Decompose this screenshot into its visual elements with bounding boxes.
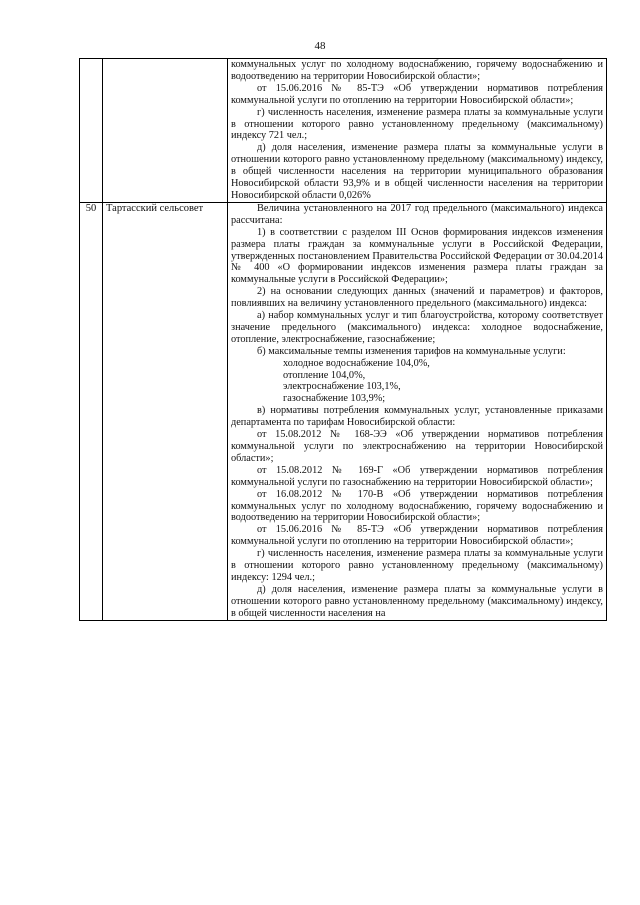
paragraph: д) доля населения, изменение размера платы за коммунальные услуги в отношении которого равно установленному предельному (максимальному) индексу, в общей численности населения на территории муниципального образования Новосибирской области 93,9% и в общей численности населения на территории Новосибирской области 0,026% [231, 142, 603, 201]
document-table [79, 58, 607, 621]
paragraph: от 15.08.2012 № 168-ЭЭ «Об утверждении нормативов потребления коммунальной услуги по электроснабжению на территории Новосибирской области»; [231, 429, 603, 464]
paragraph: от 15.08.2012 № 169-Г «Об утверждении нормативов потребления коммунальной услуги по газоснабжению на территории Новосибирской области»; [231, 464, 603, 488]
paragraph: г) численность населения, изменение размера платы за коммунальные услуги в отношении которого равно установленному предельному (максимальному) индексу 721 чел.; [231, 106, 603, 142]
paragraph: а) набор коммунальных услуг и тип благоустройства, которому соответствует значение предельного (максимального) индекса: холодное водоснабжение, отопление, электроснабжение, газоснабжение; [231, 310, 603, 345]
paragraph: холодное водоснабжение 104,0%, [283, 357, 430, 369]
page-number: 48 [314, 40, 326, 52]
paragraph: Величина установленного на 2017 год предельного (максимального) индекса рассчитана: [231, 202, 603, 226]
row-description [228, 202, 607, 620]
paragraph: д) доля населения, изменение размера платы за коммунальные услуги в отношении которого равно установленному предельному (максимальному) индексу, в общей численности населения на [231, 583, 603, 619]
paragraph: от 15.06.2016 № 85-ТЭ «Об утверждении нормативов потребления коммунальной услуги по отоплению на территории Новосибирской области»; [231, 524, 603, 548]
paragraph: отопление 104,0%, [283, 369, 366, 381]
row-description [228, 59, 607, 203]
paragraph: газоснабжение 103,9%; [283, 393, 386, 405]
paragraph: б) максимальные темпы изменения тарифов на коммунальные услуги: [257, 345, 566, 357]
paragraph: коммунальных услуг по холодному водоснабжению, горячему водоснабжению и водоотведению на территории Новосибирской области»; [231, 59, 603, 82]
paragraph: в) нормативы потребления коммунальных услуг, установленные приказами департамента по тарифам Новосибирской области: [231, 405, 603, 429]
paragraph: 1) в соответствии с разделом III Основ формирования индексов изменения размера платы граждан за коммунальные услуги в Российской Федерации, утвержденных постановлением Правительства Российской Федерации от 30.04.2014 № 400 «О формировании индексов изменения размера платы граждан за коммунальные услуги в Российской Федерации»; [231, 226, 603, 286]
paragraph: 2) на основании следующих данных (значений и параметров) и факторов, повлиявших на величину установленного предельного (максимального) индекса: [231, 286, 603, 310]
table-row [80, 59, 607, 203]
municipality-name: Тартасский сельсовет [103, 202, 228, 620]
table-row [80, 202, 607, 620]
row-number [80, 59, 103, 203]
paragraph: от 16.08.2012 № 170-В «Об утверждении нормативов потребления коммунальных услуг по холодному водоснабжению, горячему водоснабжению и водоотведению на территории Новосибирской области»; [231, 488, 603, 524]
municipality-name [103, 59, 228, 203]
paragraph: от 15.06.2016 № 85-ТЭ «Об утверждении нормативов потребления коммунальной услуги по отоплению на территории Новосибирской области»; [231, 82, 603, 106]
paragraph: электроснабжение 103,1%, [283, 381, 401, 393]
row-number: 50 [80, 202, 103, 620]
paragraph: г) численность населения, изменение размера платы за коммунальные услуги в отношении которого равно установленному предельному (максимальному) индексу: 1294 чел.; [231, 548, 603, 583]
